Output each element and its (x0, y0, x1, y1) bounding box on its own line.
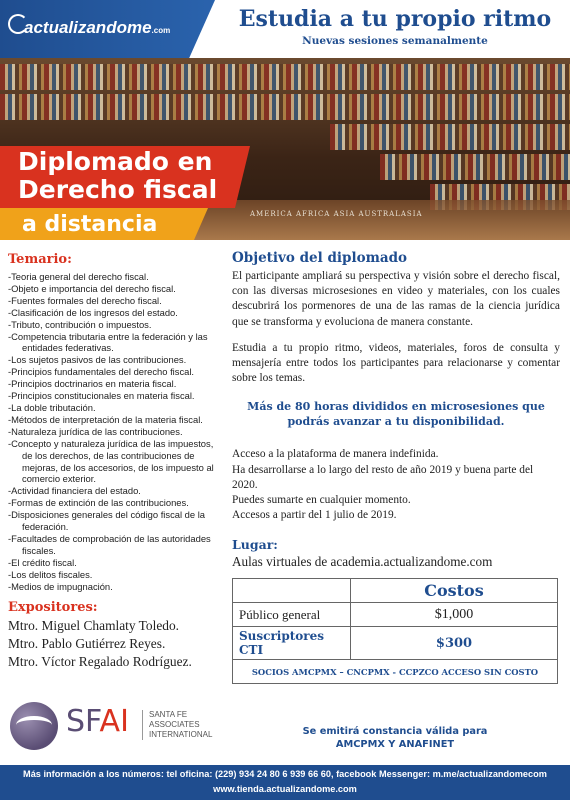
list-item: -Principios fundamentales del derecho fiscal. (8, 366, 195, 378)
header-subtitle: Nuevas sesiones semanalmente (302, 35, 488, 47)
expositores-list (8, 617, 223, 671)
acceso-line: Acceso a la plataforma de manera indefinida. (232, 448, 439, 461)
list-item: -Teoria general del derecho fiscal. (8, 271, 149, 282)
lugar-text: Aulas virtuales de academia.actualizandome.com (232, 554, 493, 570)
acceso-line: Accesos a partir del 1 julio de 2019. (232, 509, 397, 522)
list-item: -Disposiciones generales del código fiscal de la federación. (8, 509, 205, 533)
list-item: -Formas de extinción de las contribuciones. (8, 497, 189, 509)
sfai-logo (10, 702, 225, 752)
price-value: $1,000 (351, 603, 558, 627)
bookshelf-row (330, 124, 570, 150)
costos-table (232, 578, 558, 684)
list-item: -Medios de impugnación. (8, 580, 113, 592)
list-item: -Actividad financiera del estado. (8, 485, 141, 497)
hero-image (0, 58, 570, 240)
sfai-swoosh-icon (16, 716, 52, 734)
list-item: -Los sujetos pasivos de las contribuciones. (8, 354, 187, 366)
expositor-name: Mtro. Víctor Regalado Rodríguez. (8, 654, 192, 670)
costos-title: Costos (351, 579, 558, 603)
header-title: Estudia a tu propio ritmo (238, 6, 552, 32)
price-label: Público general (233, 603, 351, 627)
lugar-title: Lugar: (232, 537, 278, 553)
socios-note: SOCIOS AMCPMX – CNCPMX - CCPZCO ACCESO SIN COSTO (233, 660, 558, 684)
footer-contact[interactable]: Más información a los números: tel oficina: (229) 934 24 80 6 939 66 60, facebook Messenger: m.me/actualizandomecom (23, 769, 547, 779)
list-item: -Objeto e importancia del derecho fiscal. (8, 282, 176, 294)
temario-title: Temario: (8, 252, 72, 267)
table-row (233, 660, 558, 684)
list-item: -Naturaleza jurídica de las contribuciones. (8, 425, 183, 437)
bookshelf-row (0, 64, 570, 90)
costos-empty-cell (233, 579, 351, 603)
list-item: -Métodos de interpretación de la materia fiscal. (8, 413, 203, 425)
list-item: -Facultades de comprobación de las autoridades fiscales. (8, 532, 211, 556)
acceso-block (232, 447, 560, 523)
right-column (232, 250, 560, 684)
list-item: -Tributo, contribución o impuestos. (8, 318, 152, 330)
bookshelf-row (380, 154, 570, 180)
list-item: -Clasificación de los ingresos del estado. (8, 306, 178, 318)
constancia-line: AMCPMX Y ANAFINET (335, 739, 455, 750)
list-item: -Fuentes formales del derecho fiscal. (8, 294, 162, 306)
constancia-note (232, 725, 558, 751)
diplomado-title-line2: Derecho fiscal (18, 175, 218, 204)
sfai-wordmark: SFAI (66, 704, 129, 739)
objetivo-paragraph: Estudia a tu propio ritmo, videos, materiales, foros de consulta y mensajería entre todos los participantes para relacionarse y comentar sobre los temas. (232, 341, 560, 385)
footer (0, 765, 570, 800)
objetivo-paragraph: El participante ampliará su perspectiva y visión sobre el derecho fiscal, con las diversas microsesiones en video y materiales, con los cuales descubrirá los pormenores de una de las ramas de la ciencia jurídica que se transforma y evoluciona de manera constante. (232, 270, 560, 328)
header (0, 0, 570, 58)
expositor-name: Mtro. Pablo Gutiérrez Reyes. (8, 636, 166, 652)
list-item: -Competencia tributaria entre la federación y las entidades federativas. (8, 330, 208, 354)
list-item: -Principios constitucionales en materia fiscal. (8, 390, 195, 402)
expositor-name: Mtro. Miguel Chamlaty Toledo. (8, 618, 180, 634)
hours-highlight: Más de 80 horas divididos en microsesiones que podrás avanzar a tu disponibilidad. (247, 400, 545, 429)
table-row (233, 603, 558, 627)
list-item: -El crédito fiscal. (8, 556, 77, 568)
list-item: -Principios doctrinarios en materia fiscal. (8, 378, 177, 390)
table-row (233, 627, 558, 660)
list-item: -Concepto y naturaleza jurídica de las impuestos, de los derechos, de las contribuciones de mejoras, de los accesorios, de los impuesto al comercio exterior. (8, 437, 214, 485)
sfai-subtitle: SANTA FE ASSOCIATES INTERNATIONAL (142, 710, 232, 740)
logo[interactable]: actualizandome.com (24, 18, 171, 37)
footer-website-link[interactable]: www.tienda.actualizandome.com (213, 784, 357, 794)
diplomado-mode: a distancia (22, 212, 158, 237)
acceso-line: Ha desarrollarse a lo largo del resto de año 2019 y buena parte del 2020. (232, 463, 534, 491)
bookshelf-row (0, 94, 570, 120)
list-item: -Los delitos fiscales. (8, 568, 93, 580)
price-value: $300 (351, 627, 558, 660)
left-column (8, 252, 223, 671)
content (0, 240, 570, 765)
constancia-line: Se emitirá constancia válida para (302, 726, 488, 737)
diplomado-title-line1: Diplomado en (18, 147, 213, 176)
acceso-line: Puedes sumarte en cualquier momento. (232, 494, 411, 507)
temario-list (8, 271, 223, 592)
price-label: Suscriptores CTI (233, 627, 351, 660)
globe-label: AMERICA AFRICA ASIA AUSTRALASIA (250, 210, 423, 218)
expositores-title: Expositores: (8, 600, 98, 616)
objetivo-title: Objetivo del diplomado (232, 250, 408, 266)
list-item: -La doble tributación. (8, 401, 96, 413)
